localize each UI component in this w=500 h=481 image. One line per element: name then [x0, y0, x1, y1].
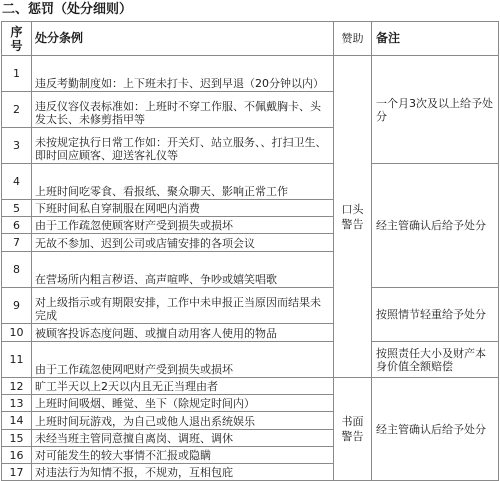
row-number: 13 [2, 395, 32, 412]
row-condition: 被顾客投诉态度问题、或擅自动用客人使用的物品 [32, 324, 334, 342]
row-condition: 对可能发生的较大事情不汇报或隐瞒 [32, 447, 334, 464]
remark-compensation: 按照责任大小及财产本身价值全额赔偿 [372, 342, 499, 378]
row-number: 3 [2, 128, 32, 164]
row-number: 15 [2, 430, 32, 447]
table-row [2, 56, 499, 92]
header-sanction: 赞助 [334, 22, 372, 56]
row-number: 10 [2, 324, 32, 342]
row-number: 2 [2, 92, 32, 128]
row-condition: 上班时间吸烟、睡觉、坐下（除规定时间内） [32, 395, 334, 412]
penalty-table [1, 21, 499, 481]
table-row [2, 164, 499, 200]
row-number: 14 [2, 412, 32, 430]
row-number: 16 [2, 447, 32, 464]
row-condition: 由于工作疏忽使顾客财产受到损失或损坏 [32, 217, 334, 234]
remark-severity: 按照情节轻重给予处分 [372, 288, 499, 342]
table-row [2, 342, 499, 378]
row-number: 9 [2, 288, 32, 324]
row-condition: 对上级指示或有期限安排，工作中未申报正当原因而结果未完成 [32, 288, 334, 324]
header-condition: 处分条例 [32, 22, 334, 56]
remark-monthly: 一个月3次及以上给予处分 [372, 56, 499, 164]
row-number: 7 [2, 234, 32, 252]
sanction-written: 书面警告 [334, 378, 372, 481]
remark-supervisor: 经主管确认后给予处分 [372, 164, 499, 288]
row-condition: 未按规定执行日常工作如：开关灯、站立服务、、打扫卫生、即时回应顾客、迎送客礼仪等 [32, 128, 334, 164]
table-row [2, 288, 499, 324]
row-number: 1 [2, 56, 32, 92]
section-title: 二、惩罚（处分细则） [2, 2, 133, 17]
row-condition: 由于工作疏忽使网吧财产受到损失或损坏 [32, 342, 334, 378]
row-number: 17 [2, 464, 32, 481]
row-condition: 对违法行为知情不报，不规劝，互相包庇 [32, 464, 334, 481]
row-number: 5 [2, 200, 32, 217]
row-number: 11 [2, 342, 32, 378]
row-number: 4 [2, 164, 32, 200]
remark-supervisor-2: 经主管确认后给予处分 [372, 378, 499, 481]
row-number: 8 [2, 252, 32, 288]
row-condition: 上班时间玩游戏，为自己或他人退出系统娱乐 [32, 412, 334, 430]
sanction-verbal: 口头警告 [334, 56, 372, 378]
row-condition: 下班时间私自穿制服在网吧内消费 [32, 200, 334, 217]
row-condition: 违反仪容仪表标准如：上班时不穿工作服、不佩戴胸卡、头发太长、未修剪指甲等 [32, 92, 334, 128]
row-condition: 在营场所内粗言秽语、高声喧哗、争吵或嬉笑唱歌 [32, 252, 334, 288]
row-condition: 旷工半天以上2天以内且无正当理由者 [32, 378, 334, 395]
table-row [2, 378, 499, 395]
row-condition: 未经当班主管同意擅自离岗、调班、调休 [32, 430, 334, 447]
header-row [2, 22, 499, 56]
row-number: 12 [2, 378, 32, 395]
row-condition: 上班时间吃零食、看报纸、聚众聊天、影响正常工作 [32, 164, 334, 200]
header-remarks: 备注 [372, 22, 499, 56]
row-number: 6 [2, 217, 32, 234]
row-condition: 无故不参加、迟到公司或店铺安排的各项会议 [32, 234, 334, 252]
header-no: 序 号 [2, 22, 32, 56]
row-condition: 违反考勤制度如：上下班未打卡、迟到早退（20分钟以内） [32, 56, 334, 92]
